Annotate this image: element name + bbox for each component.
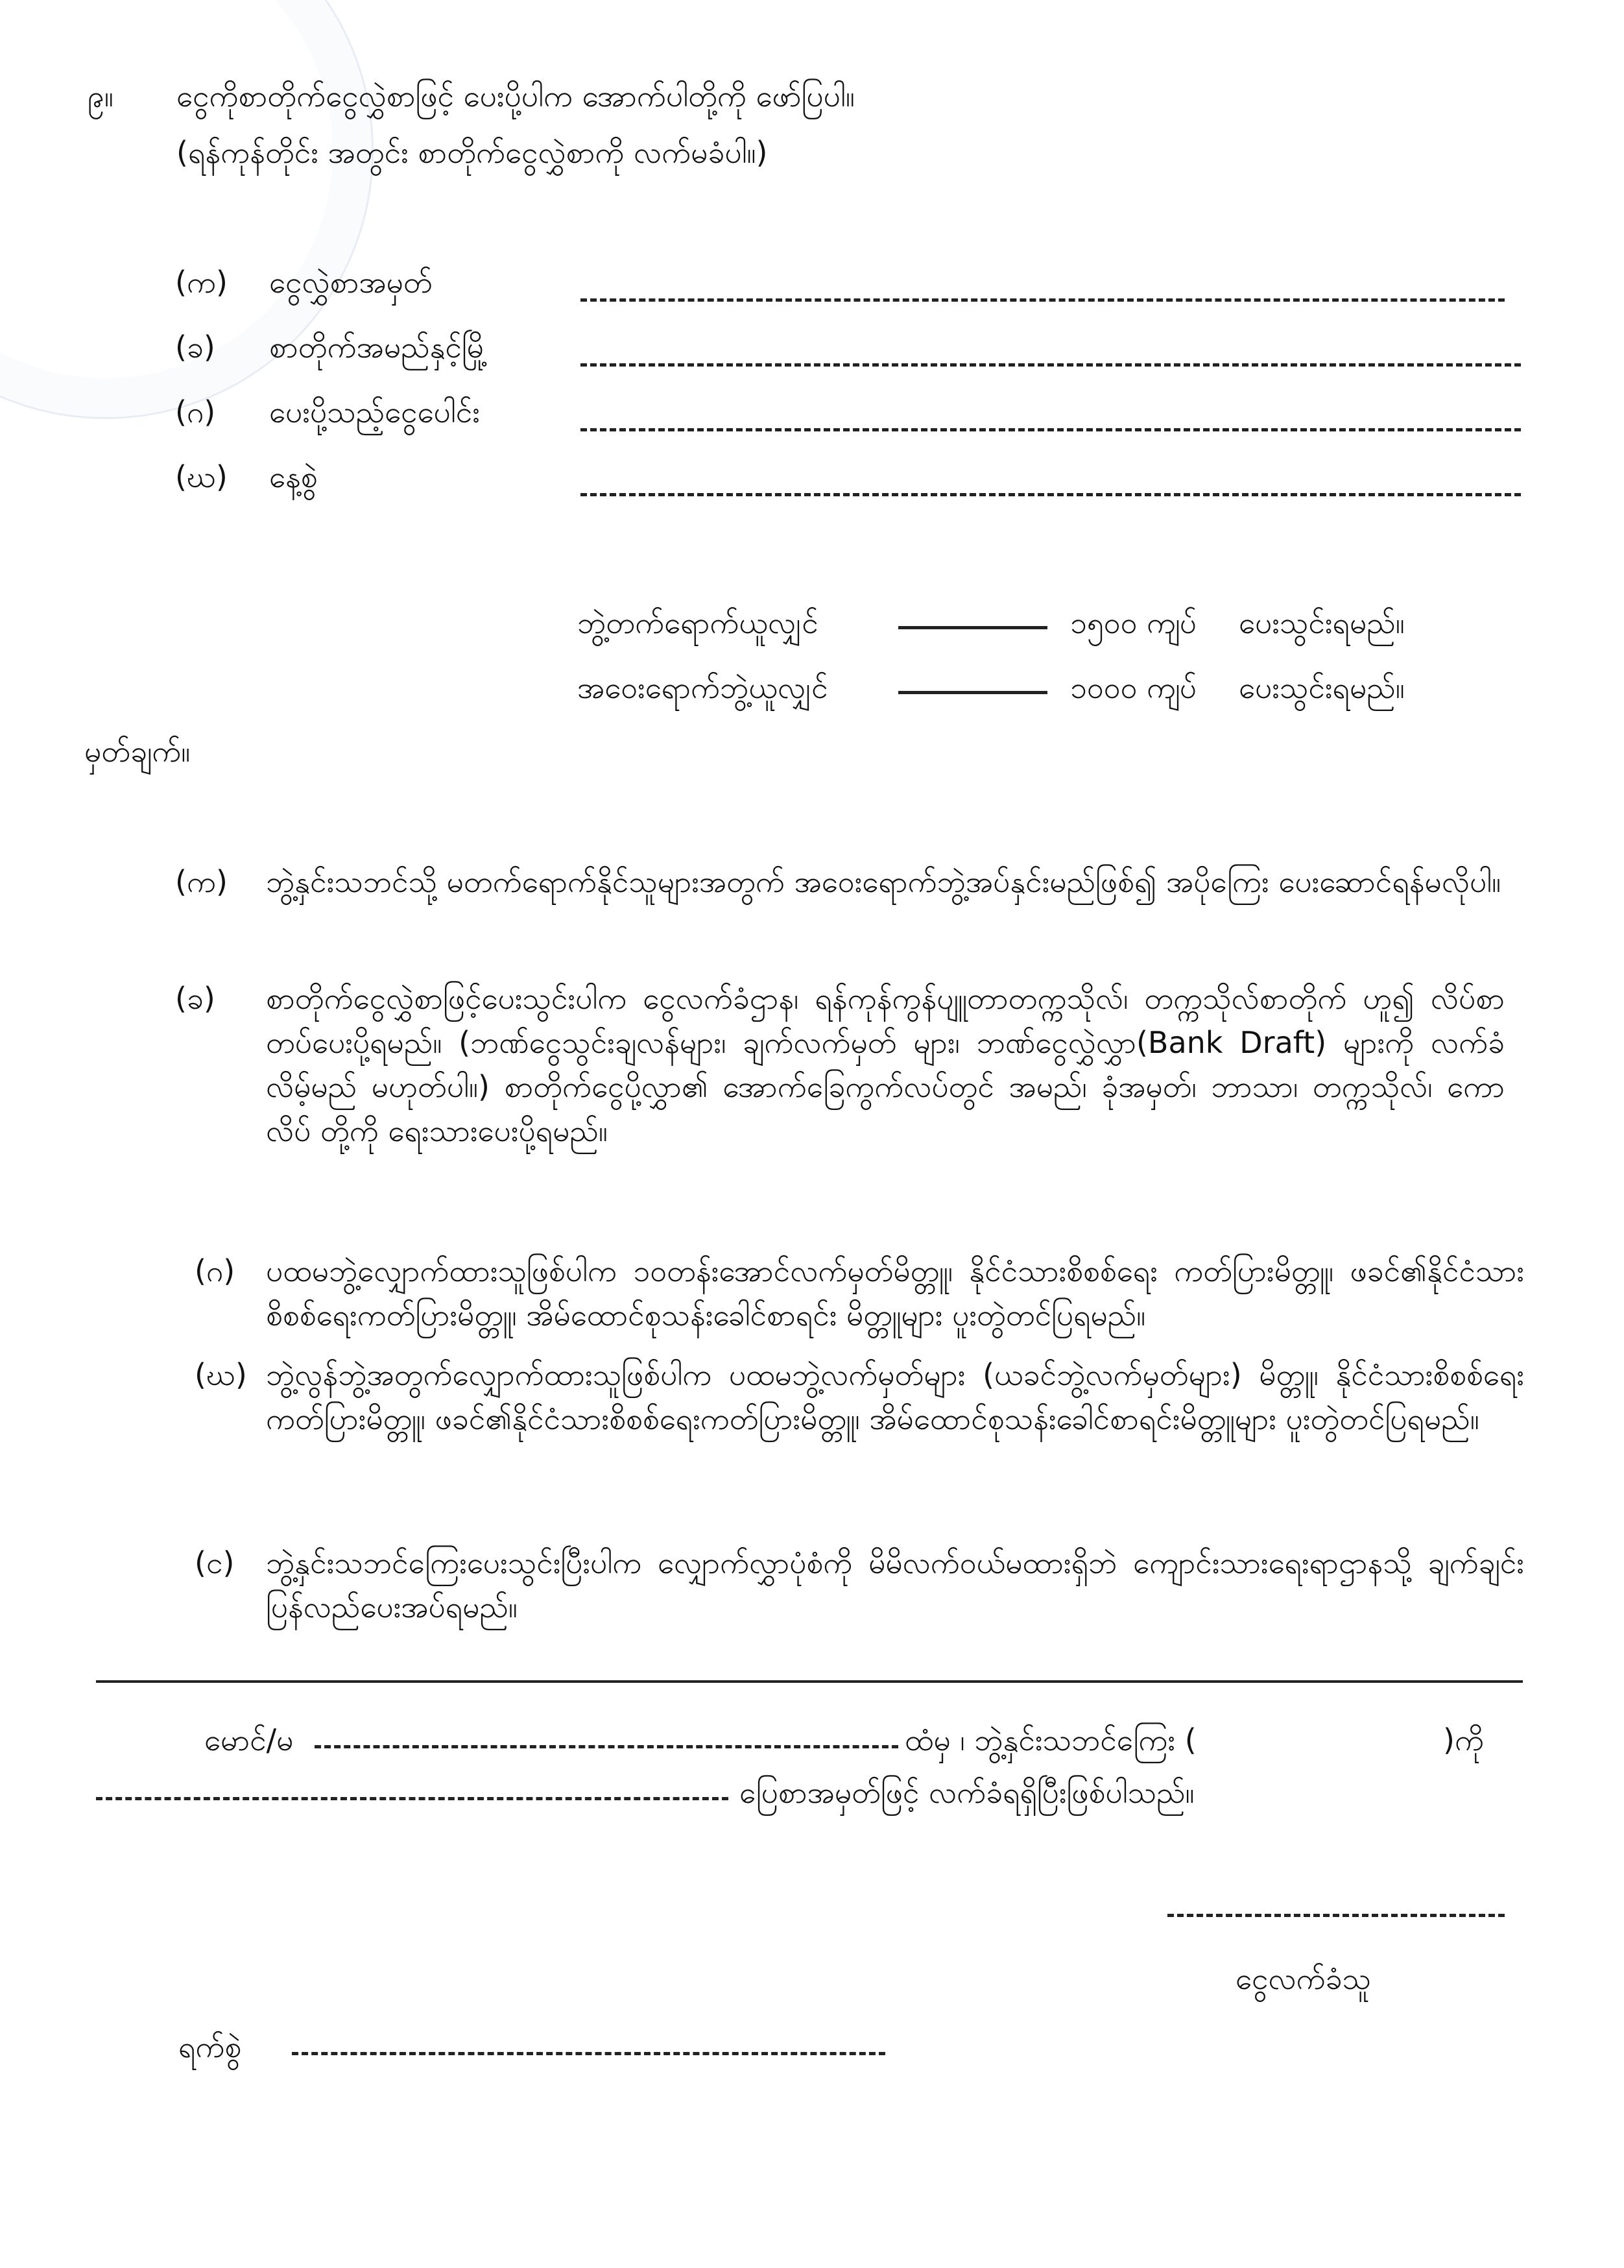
section-subtitle: (ရန်ကုန်တိုင်း အတွင်း စာတိုက်ငွေလွှဲစာကို လက်မခံပါ။) xyxy=(176,135,768,170)
note-marker: (ခ) xyxy=(175,981,215,1016)
receipt-number-field[interactable] xyxy=(96,1797,728,1800)
fee-label: အဝေးရောက်ဘွဲ့ယူလျှင် xyxy=(577,670,828,705)
note-text: ဘွဲ့နှင်းသဘင်ကြေးပေးသွင်းပြီးပါက လျှောက်လွှာပုံစံကို မိမိလက်ဝယ်မထားရှိဘဲ ကျောင်းသားရေးရာဌာနသို့ ချက်ချင်းပြန်လည်ပေးအပ်ရမည်။ xyxy=(266,1545,1524,1624)
note-marker: (င) xyxy=(195,1545,235,1580)
money-order-no-field[interactable] xyxy=(580,298,1505,302)
fee-separator xyxy=(898,691,1047,694)
fee-label: ဘွဲ့တက်ရောက်ယူလျှင် xyxy=(577,605,818,640)
receipt-prefix: မောင်/မ xyxy=(204,1722,294,1757)
note-text: ဘွဲ့နှင်းသဘင်သို့ မတက်ရောက်နိုင်သူများအတွက် အဝေးရောက်ဘွဲ့အပ်နှင်းမည်ဖြစ်၍ အပိုကြေး ပေးဆောင်ရန်မလိုပါ။ xyxy=(266,864,1501,899)
fee-amount: ၁၅၀၀ ကျပ် xyxy=(1070,605,1197,640)
date-field[interactable] xyxy=(580,493,1521,496)
note-text: ဘွဲ့လွန်ဘွဲ့အတွက်လျှောက်ထားသူဖြစ်ပါက ပထမဘွဲ့လက်မှတ်များ (ယခင်ဘွဲ့လက်မှတ်များ) မိတ္တူ၊ နိုင်ငံသားစိစစ်ရေးကတ်ပြားမိတ္တူ၊ ဖခင်၏နိုင်ငံသားစိစစ်ရေးကတ်ပြားမိတ္တူ၊ အိမ်ထောင်စုသန်းခေါင်စာရင်းမိတ္တူများ ပူးတွဲတင်ပြရမည်။ xyxy=(266,1357,1524,1436)
field-label-amount: ပေးပို့သည့်ငွေပေါင်း xyxy=(269,394,480,429)
post-office-field[interactable] xyxy=(580,363,1521,367)
signature-date-field[interactable] xyxy=(292,2052,885,2055)
notes-heading: မှတ်ချက်။ xyxy=(84,734,191,769)
note-marker: (ဂ) xyxy=(195,1253,235,1288)
payer-name-field[interactable] xyxy=(315,1745,898,1748)
field-label-money-order-no: ငွေလွှဲစာအမှတ် xyxy=(269,265,433,300)
section-title: ငွေကိုစာတိုက်ငွေလွှဲစာဖြင့် ပေးပို့ပါက အောက်ပါတို့ကို ဖော်ပြပါ။ xyxy=(176,78,855,114)
receipt-middle: ထံမှ ၊ ဘွဲ့နှင်းသဘင်ကြေး ( xyxy=(905,1722,1197,1757)
fee-suffix: ပေးသွင်းရမည်။ xyxy=(1239,605,1405,640)
receiver-signature-field[interactable] xyxy=(1167,1914,1505,1917)
receipt-close: )ကို xyxy=(1443,1722,1484,1757)
fee-amount: ၁၀၀၀ ကျပ် xyxy=(1070,670,1197,705)
note-marker: (က) xyxy=(175,864,228,899)
receiver-label: ငွေလက်ခံသူ xyxy=(1236,1961,1371,1996)
amount-blank-field[interactable] xyxy=(1248,1720,1424,1759)
field-marker: (ဃ) xyxy=(175,459,228,494)
field-label-date: နေ့စွဲ xyxy=(269,459,318,494)
amount-field[interactable] xyxy=(580,428,1521,431)
note-text: ပထမဘွဲ့လျှောက်ထားသူဖြစ်ပါက ၁၀တန်းအောင်လက်မှတ်မိတ္တူ၊ နိုင်ငံသားစိစစ်ရေး ကတ်ပြားမိတ္တူ၊ ဖခင်၏နိုင်ငံသားစိစစ်ရေးကတ်ပြားမိတ္တူ၊ အိမ်ထောင်စုသန်းခေါင်စာရင်း မိတ္တူများ ပူးတွဲတင်ပြရမည်။ xyxy=(266,1253,1524,1333)
note-marker: (ဃ) xyxy=(195,1357,247,1392)
note-text: စာတိုက်ငွေလွှဲစာဖြင့်ပေးသွင်းပါက ငွေလက်ခံဌာန၊ ရန်ကုန်ကွန်ပျူတာတက္ကသိုလ်၊ တက္ကသိုလ်စာတိုက် ဟူ၍ လိပ်စာတပ်ပေးပို့ရမည်။ (ဘဏ်ငွေသွင်းချလန်များ၊ ချက်လက်မှတ် များ၊ ဘဏ်ငွေလွှဲလွှာ(Bank Draft) များကို လက်ခံလိမ့်မည် မဟုတ်ပါ။) စာတိုက်ငွေပို့လွှာ၏ အောက်ခြေကွက်လပ်တွင် အမည်၊ ခုံအမှတ်၊ ဘာသာ၊ တက္ကသိုလ်၊ ကောလိပ် တို့ကို ရေးသားပေးပို့ရမည်။ xyxy=(266,981,1505,1148)
date-label: ရက်စွဲ xyxy=(178,2029,242,2064)
field-marker: (က) xyxy=(175,265,228,300)
fee-separator xyxy=(898,626,1047,629)
field-marker: (ဂ) xyxy=(175,394,216,429)
section-number: ၉။ xyxy=(88,78,113,114)
receipt-line2-suffix: ပြေစာအမှတ်ဖြင့် လက်ခံရရှိပြီးဖြစ်ပါသည်။ xyxy=(739,1775,1195,1810)
section-divider xyxy=(96,1680,1523,1683)
field-label-post-office: စာတိုက်အမည်နှင့်မြို့ xyxy=(269,330,488,365)
fee-suffix: ပေးသွင်းရမည်။ xyxy=(1239,670,1405,705)
field-marker: (ခ) xyxy=(175,330,215,365)
